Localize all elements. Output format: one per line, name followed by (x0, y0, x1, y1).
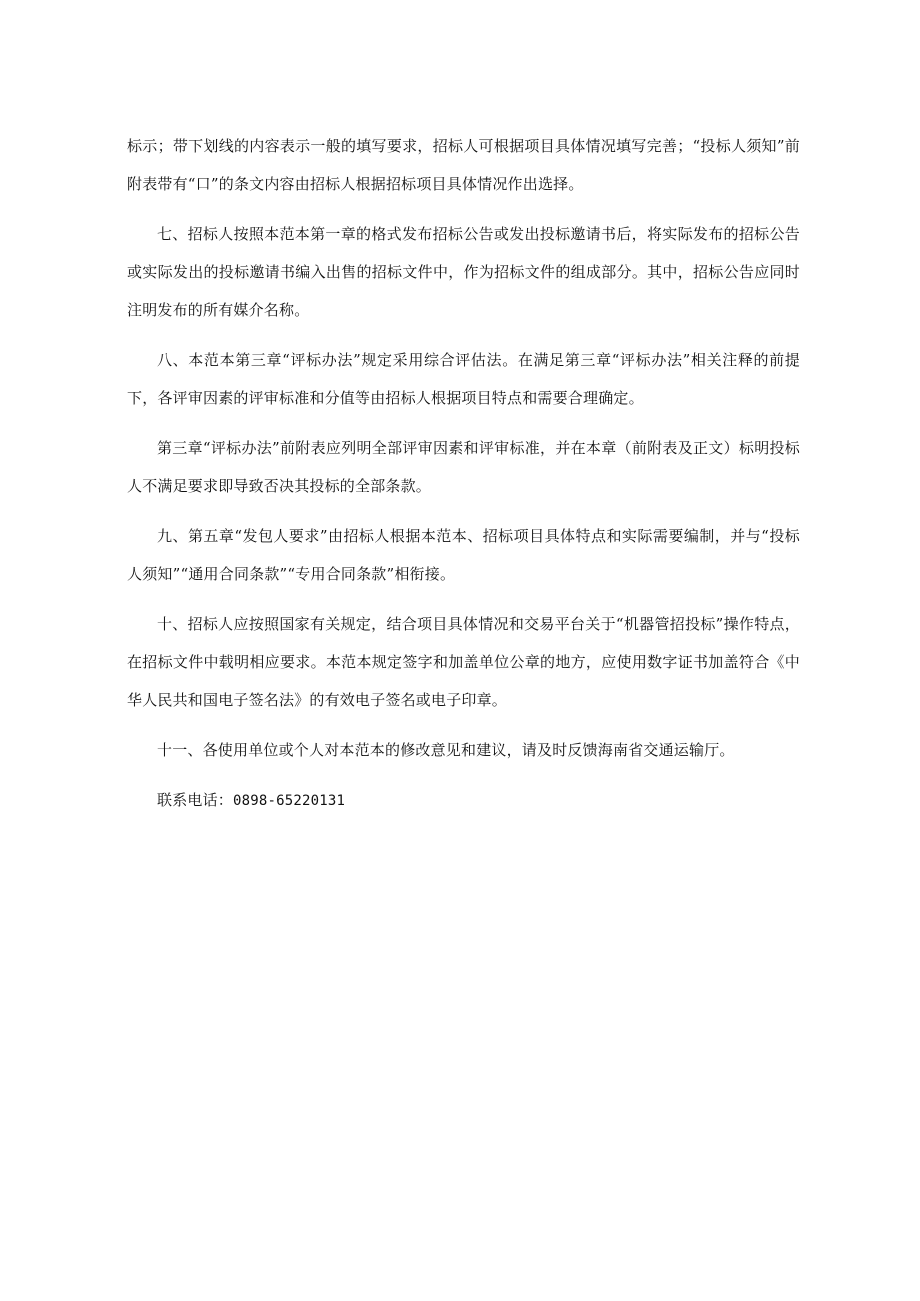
contact-line (127, 781, 800, 820)
paragraph-item-9: 九、第五章“发包人要求”由招标人根据本范本、招标项目具体特点和实际需要编制，并与“投标人须知”“通用合同条款”“专用合同条款”相衔接。 (127, 527, 800, 583)
paragraph-item-7: 七、招标人按照本范本第一章的格式发布招标公告或发出投标邀请书后，将实际发布的招标公告或实际发出的投标邀请书编入出售的招标文件中，作为招标文件的组成部分。其中，招标公告应同时注明发布的所有媒介名称。 (127, 225, 800, 319)
paragraph-continuation: 标示；带下划线的内容表示一般的填写要求，招标人可根据项目具体情况填写完善；“投标人须知”前附表带有“口”的条文内容由招标人根据招标项目具体情况作出选择。 (127, 137, 800, 193)
paragraph-item-8: 八、本范本第三章“评标办法”规定采用综合评估法。在满足第三章“评标办法”相关注释的前提下，各评审因素的评审标准和分值等由招标人根据项目特点和需要合理确定。 (127, 351, 800, 407)
paragraph-chapter-3-note: 第三章“评标办法”前附表应列明全部评审因素和评审标准，并在本章（前附表及正文）标明投标人不满足要求即导致否决其投标的全部条款。 (127, 439, 800, 495)
contact-phone: 0898-65220131 (233, 793, 346, 809)
paragraph-item-11: 十一、各使用单位或个人对本范本的修改意见和建议，请及时反馈海南省交通运输厅。 (157, 741, 735, 759)
document-body (127, 127, 800, 820)
contact-label: 联系电话： (157, 791, 234, 809)
paragraph-item-10: 十、招标人应按照国家有关规定，结合项目具体情况和交易平台关于“机器管招投标”操作特点，在招标文件中载明相应要求。本范本规定签字和加盖单位公章的地方，应使用数字证书加盖符合《中华人民共和国电子签名法》的有效电子签名或电子印章。 (127, 615, 800, 709)
